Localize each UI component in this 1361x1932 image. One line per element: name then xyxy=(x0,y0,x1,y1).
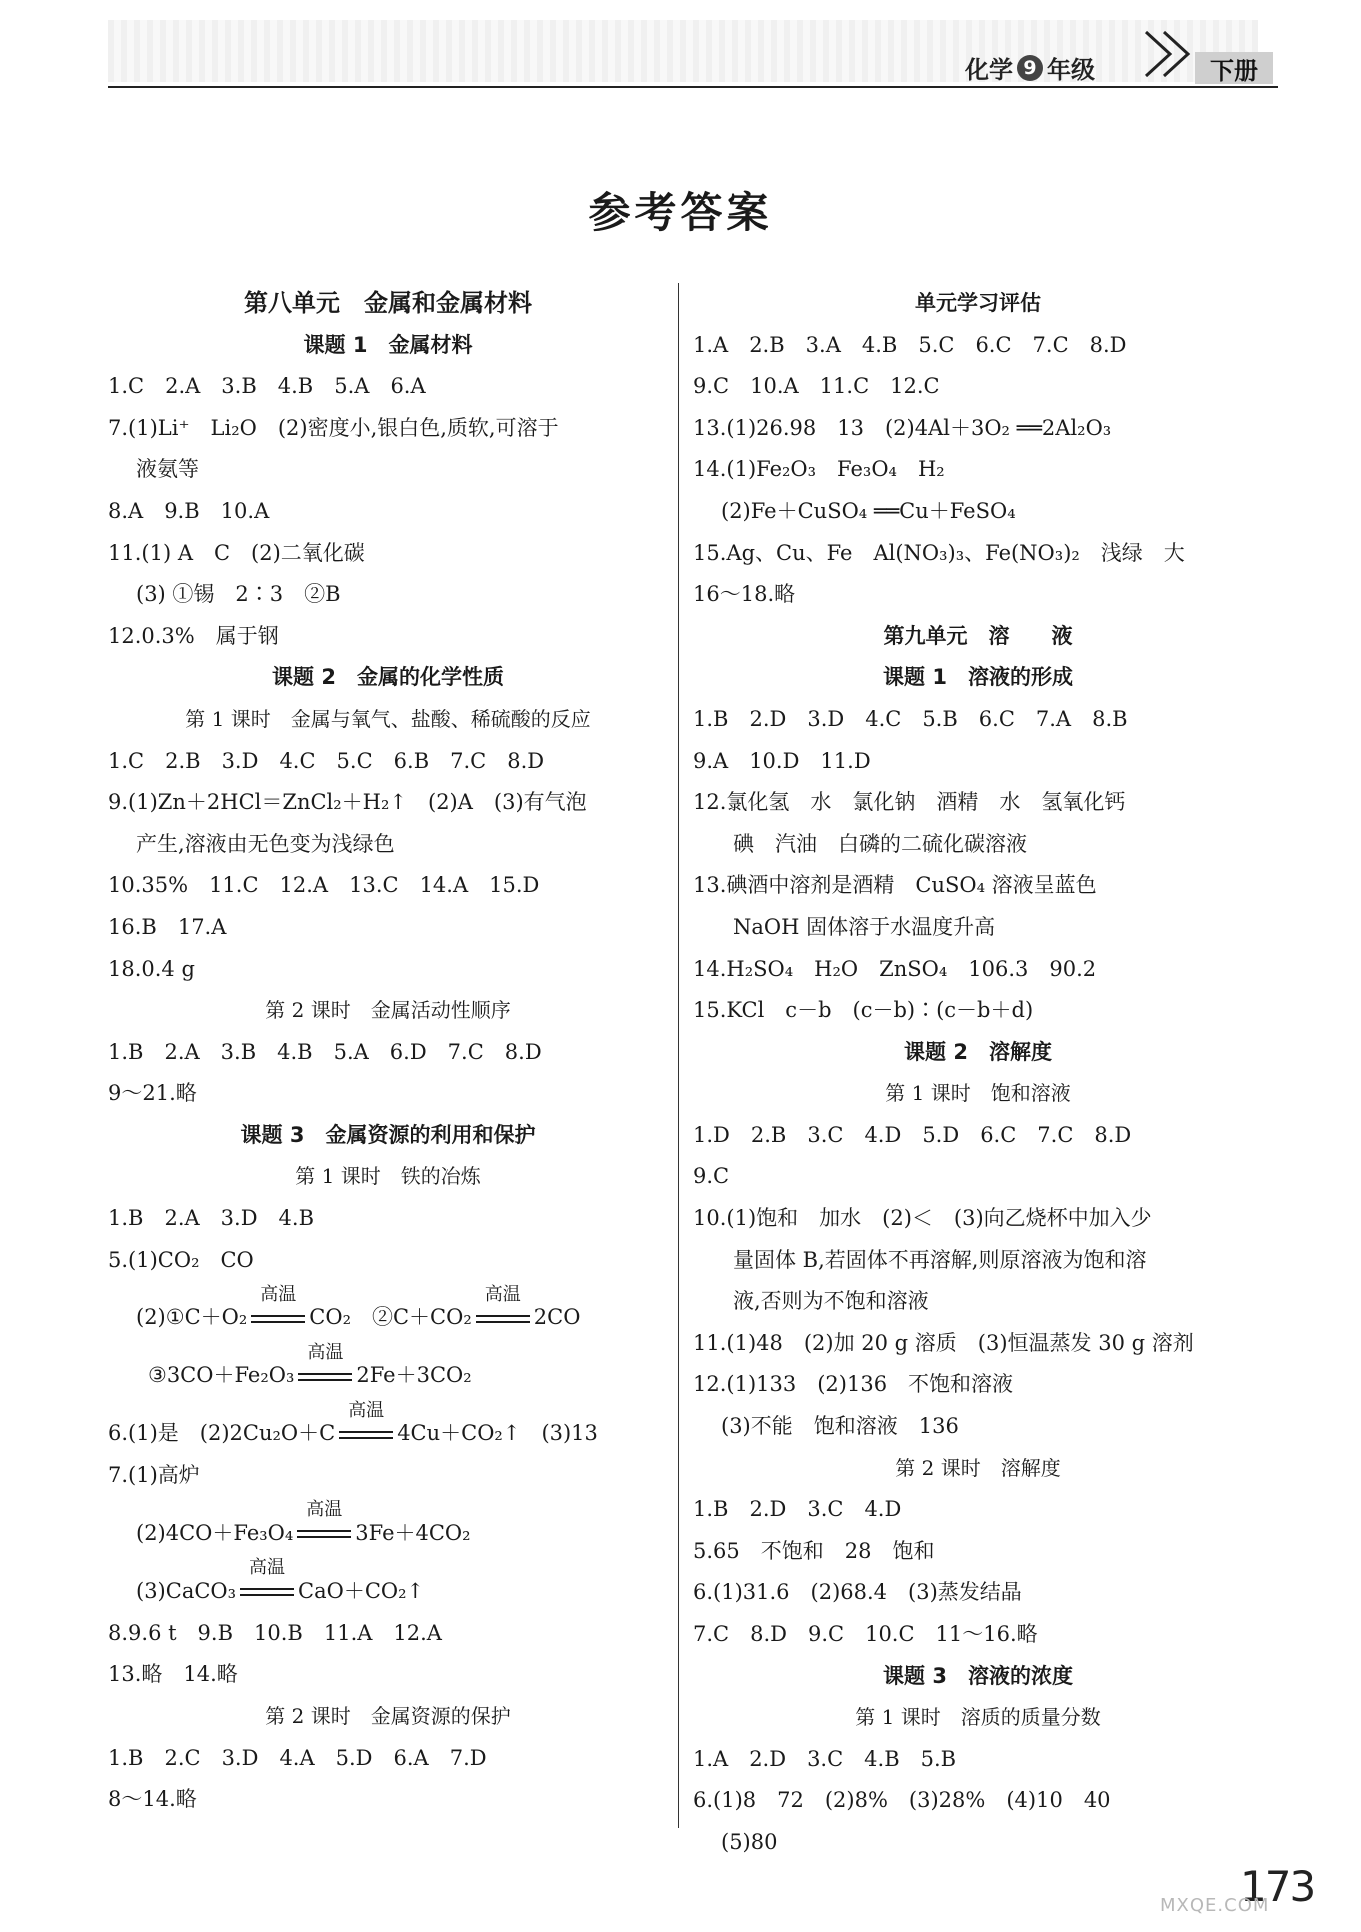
answer-line: (3)不能 饱和溶液 136 xyxy=(721,1414,959,1439)
answer-line: 1.B 2.A 3.B 4.B 5.A 6.D 7.C 8.D xyxy=(108,1039,542,1064)
answer-line: (2)Fe＋CuSO₄ ══Cu＋FeSO₄ xyxy=(721,498,1016,523)
answer-line: 7.(1)Li⁺ Li₂O (2)密度小,银白色,质软,可溶于 xyxy=(108,415,559,440)
column-divider xyxy=(678,283,679,1828)
left-column xyxy=(108,283,668,1821)
answer-line: 5.65 不饱和 28 饱和 xyxy=(693,1538,935,1563)
topic-heading: 课题 3 金属资源的利用和保护 xyxy=(240,1122,536,1147)
grade-number-badge: 9 xyxy=(1017,55,1043,81)
equation-part: (2)①C＋O₂ xyxy=(136,1305,248,1330)
equation-part: (2)4CO＋Fe₃O₄ xyxy=(136,1520,294,1545)
answer-line: 1.C 2.B 3.D 4.C 5.C 6.B 7.C 8.D xyxy=(108,748,545,773)
answer-line: 1.A 2.D 3.C 4.B 5.B xyxy=(693,1746,957,1771)
answer-line: 13.(1)26.98 13 (2)4Al＋3O₂ ══2Al₂O₃ xyxy=(693,415,1112,440)
answer-line: 11.(1) A C (2)二氧化碳 xyxy=(108,540,365,565)
equation-line xyxy=(108,1397,668,1455)
topic-heading: 课题 3 溶液的浓度 xyxy=(883,1663,1073,1688)
topic-heading: 课题 2 溶解度 xyxy=(904,1039,1052,1064)
answer-line: 14.(1)Fe₂O₃ Fe₃O₄ H₂ xyxy=(693,457,945,482)
condition-label: 高温 xyxy=(249,1557,286,1579)
equation-part: 4Cu＋CO₂↑ (3)13 xyxy=(397,1421,598,1446)
equation-part: CaO＋CO₂↑ xyxy=(298,1578,425,1603)
answer-line: 1.B 2.C 3.D 4.A 5.D 6.A 7.D xyxy=(108,1745,487,1770)
answer-line: (5)80 xyxy=(721,1829,778,1854)
answer-line: 11.(1)48 (2)加 20 g 溶质 (3)恒温蒸发 30 g 溶剂 xyxy=(693,1330,1194,1355)
reaction-condition xyxy=(249,1283,307,1331)
answer-line: 13.碘酒中溶剂是酒精 CuSO₄ 溶液呈蓝色 xyxy=(693,873,1097,898)
answer-line: 1.C 2.A 3.B 4.B 5.A 6.A xyxy=(108,374,426,399)
equation-part: (3)CaCO₃ xyxy=(136,1578,237,1603)
double-chevron-icon xyxy=(1140,24,1200,84)
topic-heading: 课题 1 溶液的形成 xyxy=(883,665,1073,690)
reaction-condition xyxy=(337,1399,395,1447)
equation-line xyxy=(108,1339,668,1397)
topic-heading: 单元学习评估 xyxy=(915,291,1041,315)
topic-heading: 课题 2 金属的化学性质 xyxy=(272,665,504,690)
answer-line: 8.9.6 t 9.B 10.B 11.A 12.A xyxy=(108,1620,442,1645)
lesson-heading: 第 2 课时 金属资源的保护 xyxy=(265,1704,511,1729)
header-subject xyxy=(965,50,1095,85)
answer-line: 9.(1)Zn＋2HCl＝ZnCl₂＋H₂↑ (2)A (3)有气泡 xyxy=(108,790,587,815)
answer-line: 量固体 B,若固体不再溶解,则原溶液为饱和溶 xyxy=(733,1247,1147,1272)
answer-line: 12.(1)133 (2)136 不饱和溶液 xyxy=(693,1372,1014,1397)
answer-line: 9～21.略 xyxy=(108,1081,197,1106)
answer-line: 10.35% 11.C 12.A 13.C 14.A 15.D xyxy=(108,873,540,898)
reaction-condition xyxy=(296,1341,354,1389)
answer-line: 1.A 2.B 3.A 4.B 5.C 6.C 7.C 8.D xyxy=(693,332,1127,357)
answer-line: 12.0.3% 属于钢 xyxy=(108,623,279,648)
equation-part: 2CO xyxy=(533,1305,581,1330)
header-subject-post: 年级 xyxy=(1047,56,1095,84)
equation-part: ③3CO＋Fe₂O₃ xyxy=(148,1363,295,1388)
answer-line: 16.B 17.A xyxy=(108,914,227,939)
answer-line: 9.C 10.A 11.C 12.C xyxy=(693,374,940,399)
header-rule xyxy=(108,86,1278,88)
answer-line: 1.D 2.B 3.C 4.D 5.D 6.C 7.C 8.D xyxy=(693,1122,1132,1147)
answer-line: 15.KCl c－b (c－b)∶(c－b＋d) xyxy=(693,998,1034,1023)
answer-line: 1.B 2.D 3.D 4.C 5.B 6.C 7.A 8.B xyxy=(693,706,1128,731)
right-column xyxy=(693,283,1263,1864)
answer-line: 13.略 14.略 xyxy=(108,1662,238,1687)
answer-line: 1.B 2.D 3.C 4.D xyxy=(693,1497,902,1522)
equation-part: 2Fe＋3CO₂ xyxy=(356,1363,472,1388)
answer-line: 10.(1)饱和 加水 (2)＜ (3)向乙烧杯中加入少 xyxy=(693,1206,1152,1231)
condition-label: 高温 xyxy=(307,1341,344,1363)
answer-line: NaOH 固体溶于水温度升高 xyxy=(733,914,996,939)
answer-line: 7.C 8.D 9.C 10.C 11～16.略 xyxy=(693,1622,1038,1646)
answer-line: 18.0.4 g xyxy=(108,956,195,981)
reaction-condition xyxy=(238,1557,296,1604)
answer-line: 6.(1)8 72 (2)8% (3)28% (4)10 40 xyxy=(693,1788,1111,1813)
answer-line: 14.H₂SO₄ H₂O ZnSO₄ 106.3 90.2 xyxy=(693,956,1097,981)
reaction-condition xyxy=(474,1283,532,1331)
answer-line: (3) ①锡 2∶3 ②B xyxy=(136,582,341,607)
answer-line: 8～14.略 xyxy=(108,1787,197,1812)
answer-line: 9.A 10.D 11.D xyxy=(693,748,871,773)
equation-line xyxy=(108,1497,668,1555)
reaction-condition xyxy=(295,1499,353,1546)
equation-part: CO₂ ②C＋CO₂ xyxy=(309,1305,472,1330)
lesson-heading: 第 1 课时 饱和溶液 xyxy=(885,1081,1071,1106)
equation-part: 6.(1)是 (2)2Cu₂O＋C xyxy=(108,1421,336,1446)
answer-line: 6.(1)31.6 (2)68.4 (3)蒸发结晶 xyxy=(693,1580,1022,1605)
page-number: 173 xyxy=(1240,1862,1315,1911)
answer-line: 产生,溶液由无色变为浅绿色 xyxy=(136,831,395,856)
unit-heading: 第九单元 溶 液 xyxy=(883,623,1073,648)
condition-label: 高温 xyxy=(260,1283,297,1305)
condition-label: 高温 xyxy=(484,1283,521,1305)
answer-line: 8.A 9.B 10.A xyxy=(108,498,270,523)
answer-line: 9.C xyxy=(693,1164,730,1189)
condition-label: 高温 xyxy=(348,1399,385,1421)
answer-line: 5.(1)CO₂ CO xyxy=(108,1247,254,1272)
lesson-heading: 第 1 课时 金属与氧气、盐酸、稀硫酸的反应 xyxy=(185,706,591,731)
condition-label: 高温 xyxy=(306,1499,343,1521)
answer-line: 碘 汽油 白磷的二硫化碳溶液 xyxy=(733,831,1027,856)
answer-line: 液氨等 xyxy=(136,457,199,482)
answer-line: 12.氯化氢 水 氯化钠 酒精 水 氢氧化钙 xyxy=(693,790,1126,815)
answer-line: 16～18.略 xyxy=(693,582,796,607)
equation-line xyxy=(108,1281,668,1339)
equation-line xyxy=(108,1555,668,1613)
lesson-heading: 第 1 课时 溶质的质量分数 xyxy=(855,1705,1101,1730)
lesson-heading: 第 1 课时 铁的冶炼 xyxy=(295,1164,481,1189)
header-subject-pre: 化学 xyxy=(965,56,1013,84)
unit-heading: 第八单元 金属和金属材料 xyxy=(244,289,532,317)
answer-line: 1.B 2.A 3.D 4.B xyxy=(108,1206,315,1231)
answer-line: 7.(1)高炉 xyxy=(108,1463,200,1488)
topic-heading: 课题 1 金属材料 xyxy=(303,332,473,357)
answer-line: 15.Ag、Cu、Fe Al(NO₃)₃、Fe(NO₃)₂ 浅绿 大 xyxy=(693,540,1185,565)
answer-line: 液,否则为不饱和溶液 xyxy=(733,1289,929,1314)
lesson-heading: 第 2 课时 溶解度 xyxy=(895,1455,1061,1480)
header-volume-badge: 下册 xyxy=(1195,52,1273,84)
watermark: MXQE.COM xyxy=(1160,1895,1270,1916)
lesson-heading: 第 2 课时 金属活动性顺序 xyxy=(265,998,511,1023)
page-title: 参考答案 xyxy=(588,188,773,237)
equation-part: 3Fe＋4CO₂ xyxy=(355,1520,471,1545)
